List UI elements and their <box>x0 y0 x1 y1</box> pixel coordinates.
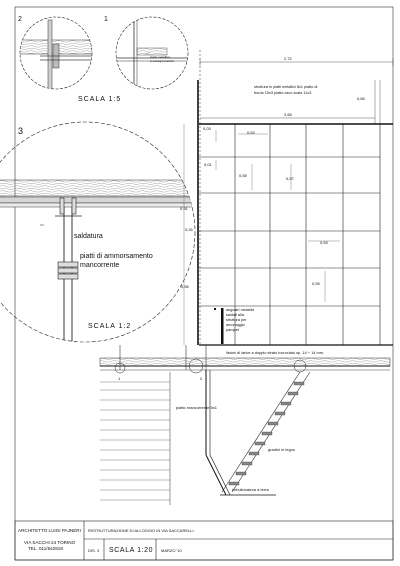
dim-total-width: 2,72 <box>284 56 292 61</box>
dim-cell-4: 0,57 <box>286 176 294 181</box>
architect-address: VIA SACCHI 24 TORINO <box>24 540 76 545</box>
section-handrail-label: piatto mancorrente 5x1 <box>176 405 217 410</box>
detail-2-number: 2 <box>18 16 22 23</box>
section-anchor-label: imbullonatura a terra <box>232 487 269 492</box>
structure-note-2: bordo 15x3 piatto cavo scala 11x3 <box>254 91 312 95</box>
stair-section <box>100 345 390 505</box>
anchor-note-line: ancoraggio <box>226 323 245 327</box>
anchor-note-line: angolari metallici <box>226 308 255 312</box>
anchor-note <box>226 308 254 332</box>
drawing-scale: SCALA 1:20 <box>109 547 154 554</box>
detail-3-plates-label-2: mancorrente <box>80 262 120 269</box>
dim-left-2: 0,55 <box>181 284 189 289</box>
architect-phone: TEL. 011/542818 <box>28 546 63 551</box>
detail-3-weld-label: saldatura <box>74 233 103 240</box>
dim-cell-0: 0,03 <box>203 126 211 131</box>
dim-cell-1: 0,53 <box>247 130 255 135</box>
scale-label-1-2: SCALA 1:2 <box>88 323 132 330</box>
structure-note-1: struttura in piatti metallici 8x1 piatto di <box>254 85 318 89</box>
detail-3-plates-label-1: piatti di ammorsamento <box>80 253 153 260</box>
detail-1-note-2: a sostegno tavola <box>150 59 174 63</box>
detail-3-circle <box>0 122 210 350</box>
anchor-note-line: saldati alla <box>226 313 244 317</box>
anchor-note-line: struttura per <box>226 318 247 322</box>
scale-label-1-5: SCALA 1:5 <box>78 96 122 103</box>
detail-2-circle <box>20 17 92 90</box>
detail-1-number: 1 <box>104 16 108 23</box>
dim-top-right: 0,65 <box>357 96 365 101</box>
dim-cell-2: 0,01 <box>204 162 212 167</box>
dim-cell-6: 0,55 <box>312 281 320 286</box>
detail-1-note-1: piatto metallico <box>150 55 171 59</box>
architect-name: ARCHITETTO LUIGI PAJNERI <box>18 528 81 533</box>
drawing-date: MARZO '10 <box>161 548 182 553</box>
anchor-note-line: parquet <box>226 328 239 332</box>
drawing-number: DIS. 3 <box>88 548 100 553</box>
section-treads-label: gradini in legno <box>268 447 296 452</box>
project-title: RISTRUTTURAZIONE DI ALLOGGIO IN VIA SACCARELLI <box>88 528 194 533</box>
dim-left-0: 0,91 <box>180 206 188 211</box>
dim-cell-5: 0,53 <box>320 240 328 245</box>
section-marker-2: 2 <box>200 376 203 381</box>
detail-3-number: 3 <box>18 126 24 136</box>
section-marker-1: 1 <box>118 376 121 381</box>
dim-inner-width: 2,65 <box>284 112 292 117</box>
detail-1-circle <box>116 17 190 89</box>
dim-cell-3: 0,55 <box>239 173 247 178</box>
section-tread-note: listoni di larice a doppio strato incrociato sp. 14 + 14 mm. <box>226 350 325 355</box>
dim-left-1: 0,26 <box>185 227 193 232</box>
